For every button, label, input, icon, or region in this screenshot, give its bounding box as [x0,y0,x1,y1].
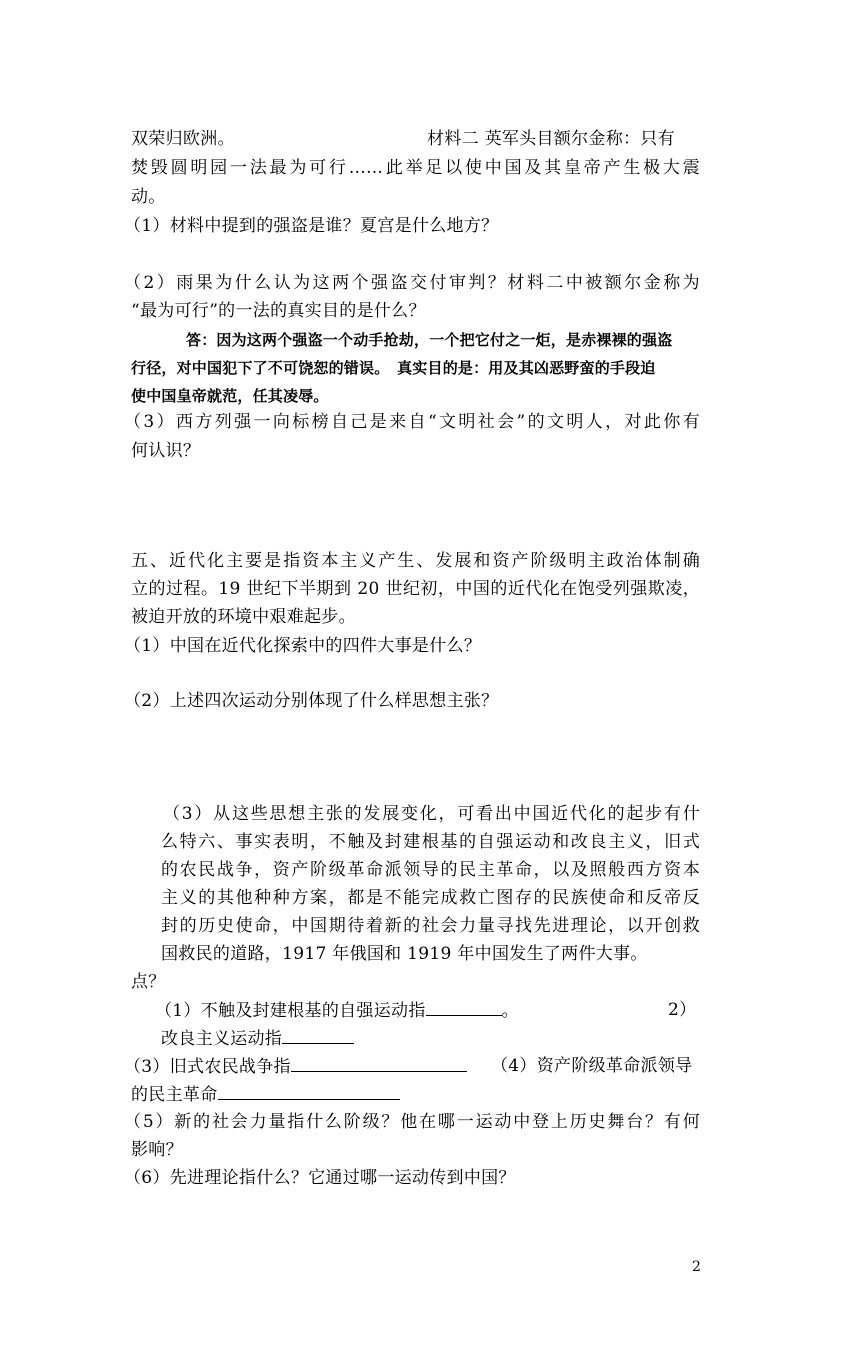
text-line: 封的历史使命，中国期待着新的社会力量寻找先进理论，以开创救 [161,916,700,936]
blank-question [155,997,519,1024]
blank-question [161,1025,354,1052]
answer-blank[interactable] [282,1025,354,1044]
text-line: 动。 [131,187,166,207]
blank-question [131,1081,400,1108]
answer-blank[interactable] [426,997,502,1016]
question-text: （2）上述四次运动分别体现了什么样思想主张？ [124,691,499,711]
question-text: （1）材料中提到的强盗是谁？夏宫是什么地方？ [124,216,499,236]
answer-blank[interactable] [291,1053,467,1072]
blank-question-label: （3）旧式农民战争指 [124,1057,291,1077]
answer-text: 行径，对中国犯下了不可饶恕的错误。 真实目的是：用及其凶恶野蛮的手段迫 [131,359,656,377]
question-text: （6）先进理论指什么？它通过哪一运动传到中国？ [124,1168,516,1188]
text-line: 么特六、事实表明，不触及封建根基的自强运动和改良主义，旧式 [161,832,700,852]
text-line: 影响？ [131,1140,183,1160]
section-heading: 五、近代化主要是指资本主义产生、发展和资产阶级明主政治体制确 [131,551,700,571]
text-line: 主义的其他种种方案，都是不能完成救亡图存的民族使命和反帝反 [161,888,700,908]
text-line: 立的过程。19 世纪下半期到 20 世纪初，中国的近代化在饱受列强欺凌， [131,579,700,599]
question-text: （5）新的社会力量指什么阶级？他在哪一运动中登上历史舞台？有何 [124,1112,700,1132]
text-line: 焚毁圆明园一法最为可行……此举足以使中国及其皇帝产生极大震 [131,158,700,178]
blank-question-label: 改良主义运动指 [161,1029,283,1049]
text-line: 的农民战争，资产阶级革命派领导的民主革命，以及照般西方资本 [161,860,700,880]
question-text: “最为可行”的一法的真实目的是什么？ [131,301,426,321]
text-line: 材料二 英军头目额尔金称：只有 [427,129,675,149]
answer-text: 使中国皇帝就范，任其凌辱。 [131,387,329,405]
question-text: （2）雨果为什么认为这两个强盗交付审判？材料二中被额尔金称为 [124,273,700,293]
text-line: 国救民的道路，1917 年俄国和 1919 年中国发生了两件大事。 [161,944,648,964]
question-text: 何认识？ [131,441,201,461]
answer-text: 答：因为这两个强盗一个动手抢劫，一个把它付之一炬，是赤裸裸的强盗 [186,331,673,349]
question-number: 2） [668,1000,697,1020]
question-text: （3）从这些思想主张的发展变化，可看出中国近代化的起步有什 [163,804,700,824]
blank-question [124,1053,467,1080]
question-text: （1）中国在近代化探索中的四件大事是什么？ [124,636,482,656]
question-text: （3）西方列强一向标榜自己是来自“文明社会”的文明人，对此你有 [124,412,700,432]
text-line: 点？ [131,972,166,992]
blank-question-label: 的民主革命 [131,1085,218,1105]
blank-question-suffix: 。 [501,1001,519,1021]
blank-question-label: （1）不触及封建根基的自强运动指 [155,1001,426,1021]
blank-question: （4）资产阶级革命派领导 [491,1056,693,1076]
page-number: 2 [692,1259,701,1275]
answer-blank[interactable] [218,1081,400,1100]
text-line: 被迫开放的环境中艰难起步。 [131,607,356,627]
text-line: 双荣归欧洲。 [131,129,235,149]
